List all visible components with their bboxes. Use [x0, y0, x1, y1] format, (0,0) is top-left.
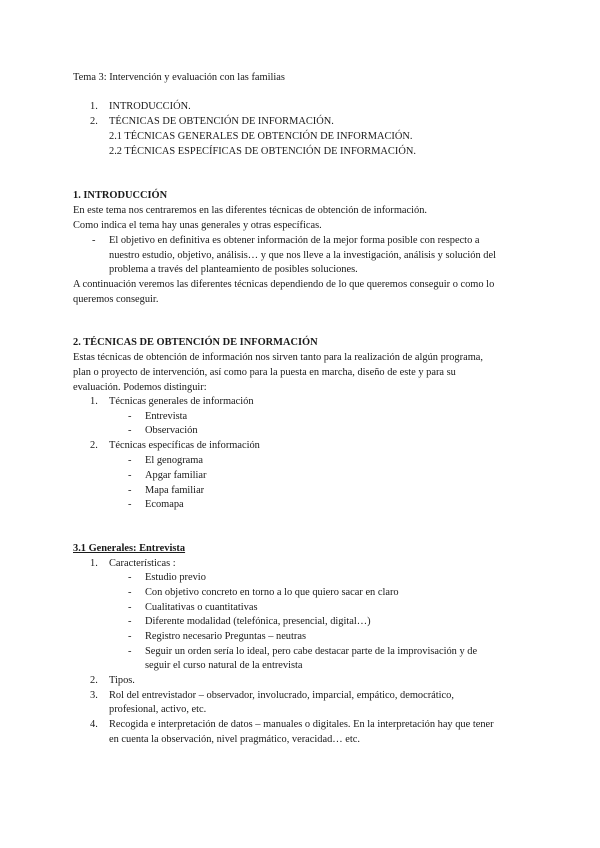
bullet-text: El objetivo en definitiva es obtener información de la mejor forma posible con respecto a — [109, 235, 480, 246]
dash-bullet: - — [128, 485, 132, 496]
list-item: Rol del entrevistador – observador, involucrado, imparcial, empático, democrático, — [109, 690, 454, 701]
dash-bullet: - — [128, 631, 132, 642]
dash-bullet: - — [128, 455, 132, 466]
feature-item: Registro necesario Preguntas – neutras — [145, 631, 307, 642]
list-number: 2. — [90, 440, 98, 451]
toc-number: 1. — [90, 101, 98, 112]
paragraph: A continuación veremos las diferentes técnicas dependiendo de lo que queremos conseguir o como lo — [73, 279, 495, 290]
sub-item: El genograma — [145, 455, 203, 466]
list-number: 4. — [90, 719, 98, 730]
dash-bullet: - — [128, 411, 132, 422]
feature-item-continuation: seguir el curso natural de la entrevista — [145, 660, 303, 671]
sub-item: Entrevista — [145, 411, 188, 422]
dash-bullet: - — [128, 616, 132, 627]
list-number: 2. — [90, 675, 98, 686]
paragraph: queremos conseguir. — [73, 294, 159, 305]
sub-item: Apgar familiar — [145, 470, 207, 481]
dash-bullet: - — [128, 425, 132, 436]
dash-bullet: - — [128, 587, 132, 598]
feature-item: Cualitativas o cuantitativas — [145, 602, 258, 613]
sub-item: Mapa familiar — [145, 485, 205, 496]
section-1-heading: 1. INTRODUCCIÓN — [73, 190, 168, 201]
list-item: Recogida e interpretación de datos – manuales o digitales. En la interpretación hay que tener — [109, 719, 494, 730]
toc-subitem: 2.2 TÉCNICAS ESPECÍFICAS DE OBTENCIÓN DE INFORMACIÓN. — [109, 146, 416, 157]
toc-subitem: 2.1 TÉCNICAS GENERALES DE OBTENCIÓN DE INFORMACIÓN. — [109, 131, 413, 142]
paragraph: evaluación. Podemos distinguir: — [73, 382, 207, 393]
bullet-text: problema a través del planteamiento de posibles soluciones. — [109, 264, 358, 275]
paragraph: Como indica el tema hay unas generales y otras específicas. — [73, 220, 322, 231]
sub-item: Ecomapa — [145, 499, 184, 510]
sub-item: Observación — [145, 425, 198, 436]
dash-bullet: - — [128, 572, 132, 583]
list-item-continuation: profesional, activo, etc. — [109, 704, 207, 715]
feature-item: Estudio previo — [145, 572, 206, 583]
document-header: Tema 3: Intervención y evaluación con las familias — [73, 72, 285, 83]
list-number: 1. — [90, 558, 98, 569]
list-item-continuation: en cuenta la observación, nivel pragmático, veracidad… etc. — [109, 734, 360, 745]
list-item: Tipos. — [109, 675, 135, 686]
dash-bullet: - — [92, 235, 96, 246]
list-number: 1. — [90, 396, 98, 407]
dash-bullet: - — [128, 646, 132, 657]
feature-item: Seguir un orden sería lo ideal, pero cabe destacar parte de la improvisación y de — [145, 646, 478, 657]
toc-item: TÉCNICAS DE OBTENCIÓN DE INFORMACIÓN. — [109, 116, 334, 127]
list-item: Técnicas generales de información — [109, 396, 254, 407]
paragraph: En este tema nos centraremos en las diferentes técnicas de obtención de información. — [73, 205, 428, 216]
paragraph: Estas técnicas de obtención de información nos sirven tanto para la realización de algún programa, — [73, 352, 483, 363]
toc-item: INTRODUCCIÓN. — [109, 101, 191, 112]
paragraph: plan o proyecto de intervención, así como para la puesta en marcha, diseño de este y para su — [73, 367, 456, 378]
list-item: Características : — [109, 558, 176, 569]
feature-item: Con objetivo concreto en torno a lo que quiero sacar en claro — [145, 587, 399, 598]
list-number: 3. — [90, 690, 98, 701]
section-2-heading: 2. TÉCNICAS DE OBTENCIÓN DE INFORMACIÓN — [73, 337, 318, 348]
toc-number: 2. — [90, 116, 98, 127]
dash-bullet: - — [128, 499, 132, 510]
section-3-1-heading: 3.1 Generales: Entrevista — [73, 543, 186, 554]
dash-bullet: - — [128, 602, 132, 613]
bullet-text: nuestro estudio, objetivo, análisis… y que nos lleve a la investigación, análisis y solución del — [109, 250, 496, 261]
feature-item: Diferente modalidad (telefónica, presencial, digital…) — [145, 616, 371, 627]
list-item: Técnicas específicas de información — [109, 440, 260, 451]
dash-bullet: - — [128, 470, 132, 481]
